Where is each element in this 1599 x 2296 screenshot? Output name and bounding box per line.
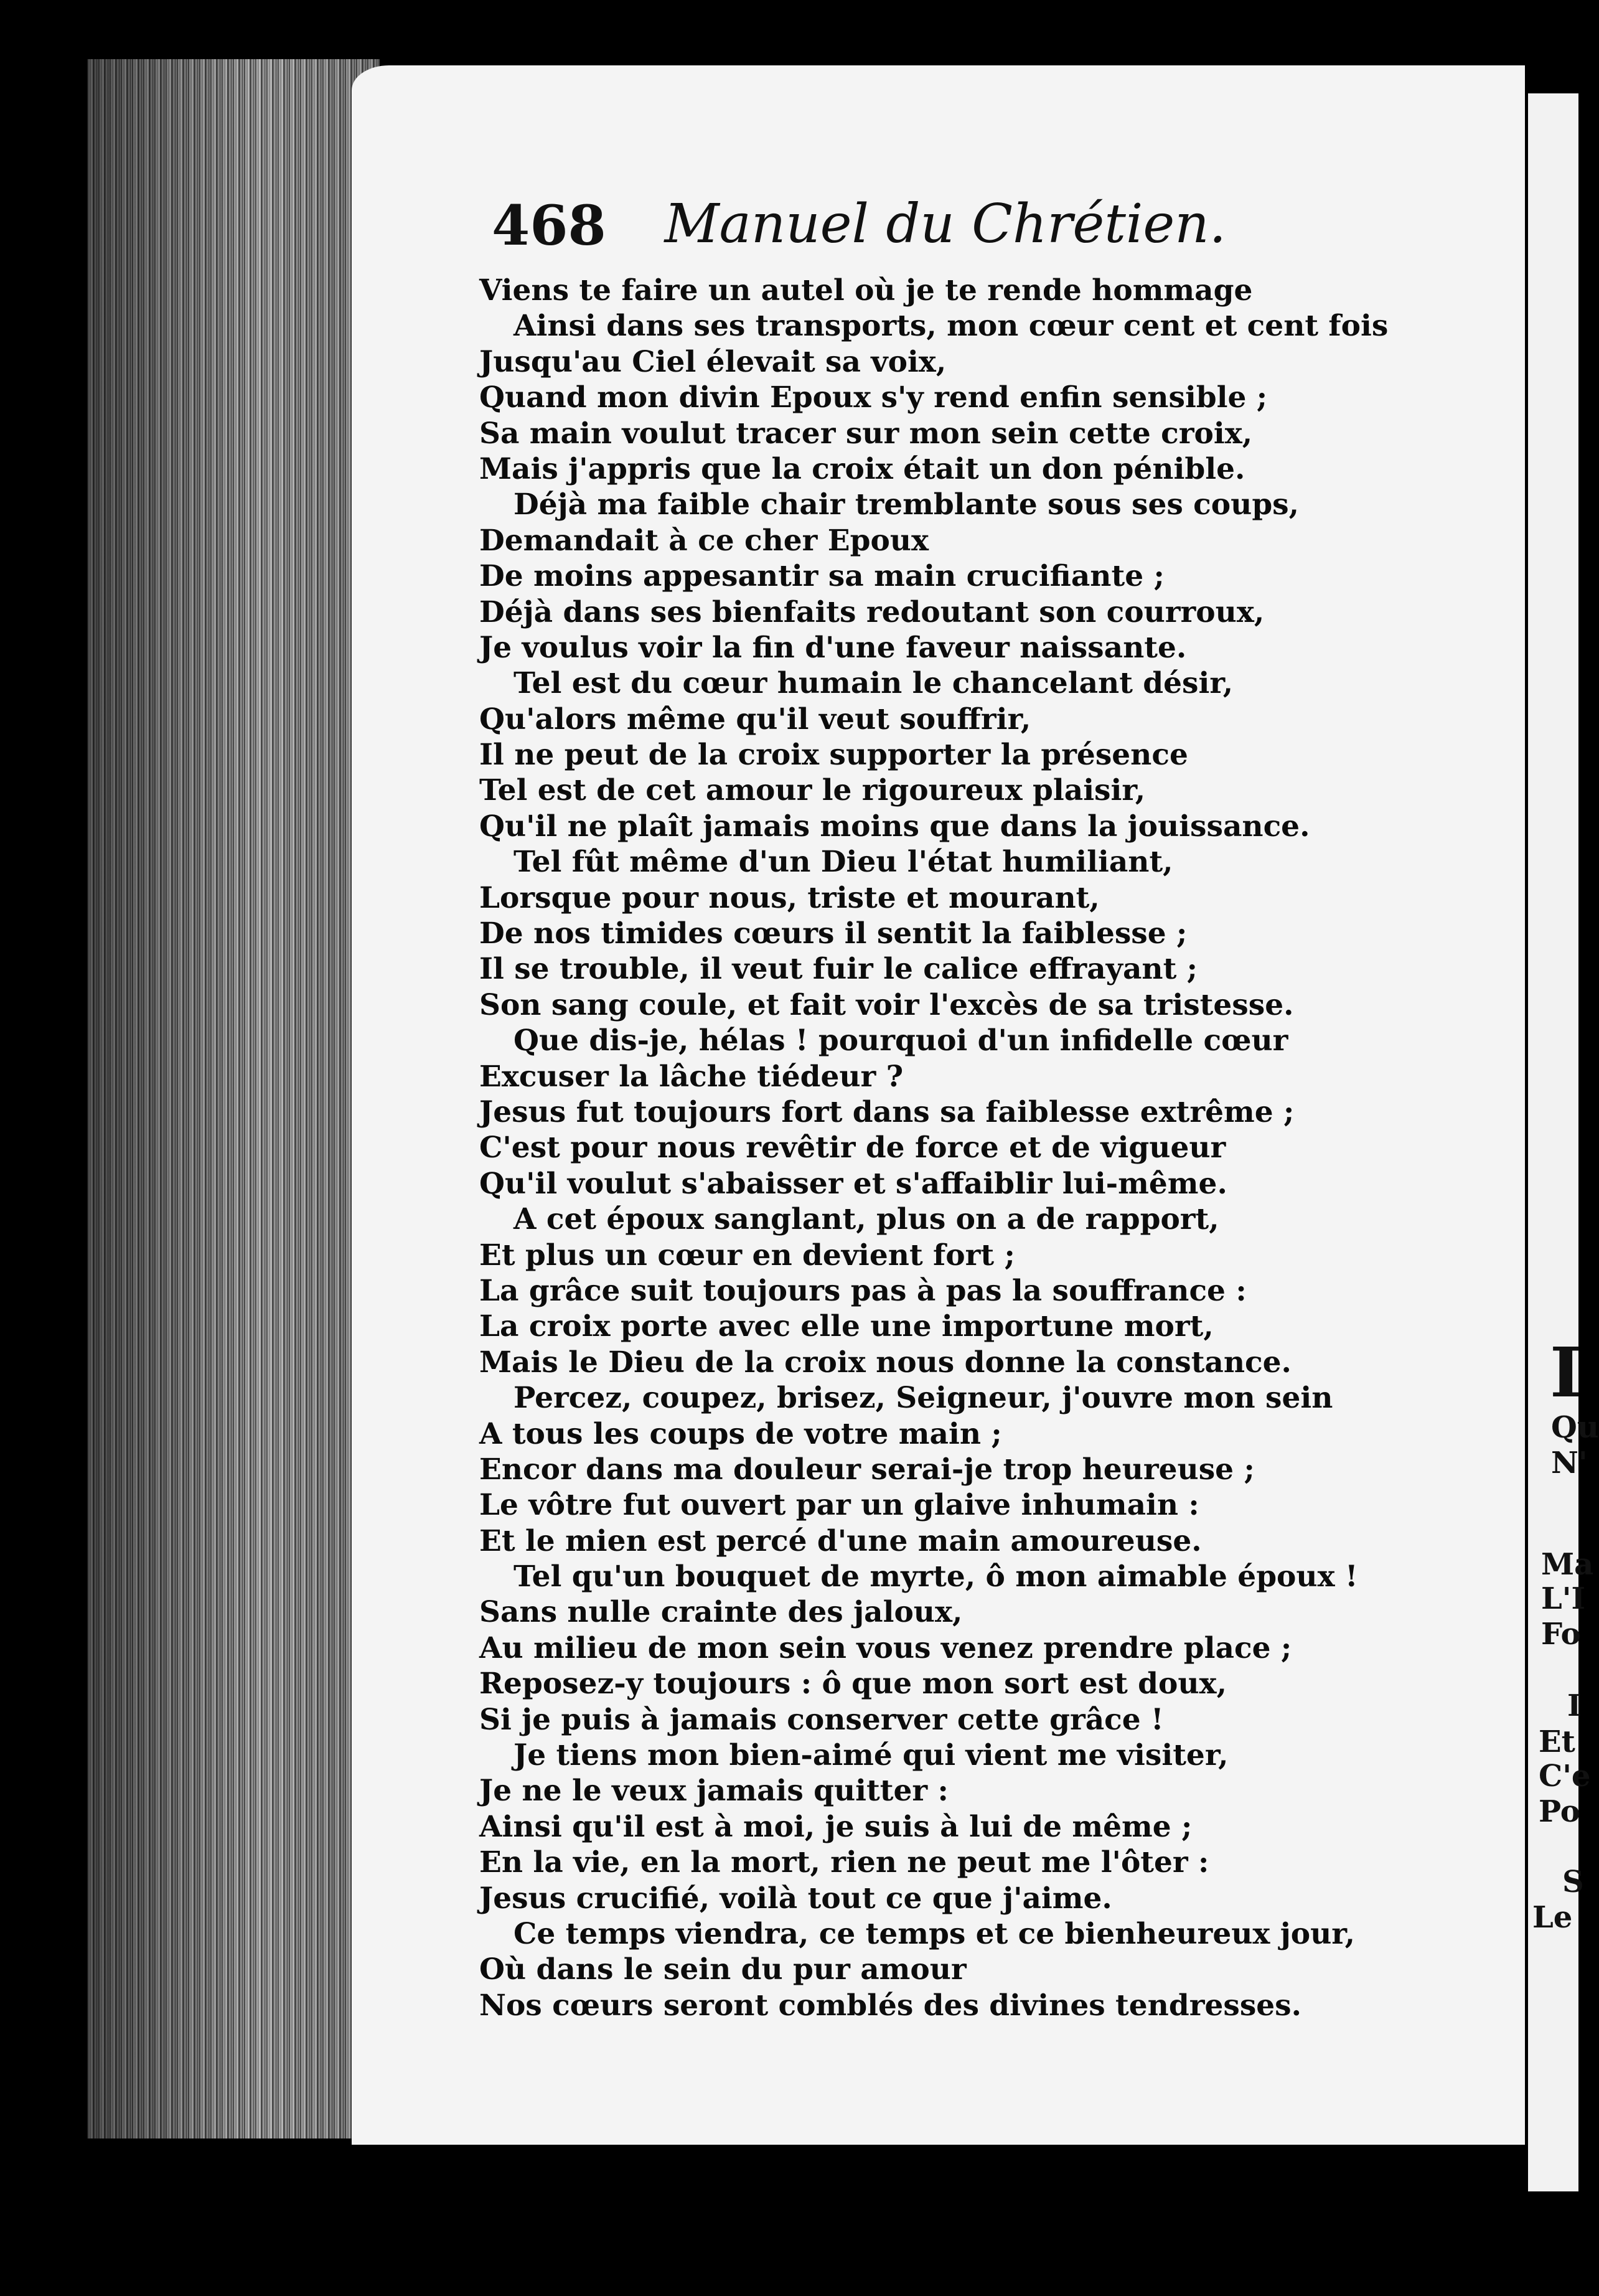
- facing-page-fragment: I: [1567, 1688, 1582, 1723]
- poem-line: Tel fût même d'un Dieu l'état humiliant,: [513, 845, 1173, 880]
- page-number: 468: [492, 193, 606, 258]
- poem-line: Tel est du cœur humain le chancelant désir,: [513, 666, 1234, 701]
- poem-line: Je voulus voir la fin d'une faveur naissante.: [479, 630, 1187, 665]
- poem-line: Déjà ma faible chair tremblante sous ses coups,: [513, 487, 1300, 522]
- poem-text: [479, 273, 1389, 2023]
- poem-line: Le vôtre fut ouvert par un glaive inhumain :: [479, 1488, 1199, 1523]
- poem-line: Qu'il voulut s'abaisser et s'affaiblir lui-même.: [479, 1166, 1227, 1201]
- poem-line: Demandait à ce cher Epoux: [479, 523, 929, 558]
- poem-line: En la vie, en la mort, rien ne peut me l'ôter :: [479, 1845, 1209, 1880]
- poem-line: Mais j'appris que la croix était un don pénible.: [479, 451, 1245, 486]
- facing-page-fragment: C'e: [1539, 1759, 1591, 1794]
- facing-page-fragment: Fo: [1541, 1617, 1581, 1652]
- facing-page-fragment: L'I: [1541, 1581, 1585, 1616]
- poem-line: A cet époux sanglant, plus on a de rapport,: [513, 1202, 1219, 1237]
- facing-page-fragment: Ma: [1541, 1547, 1594, 1582]
- poem-line: La croix porte avec elle une importune mort,: [479, 1309, 1214, 1344]
- poem-line: Reposez-y toujours : ô que mon sort est doux,: [479, 1667, 1227, 1701]
- poem-line: Tel qu'un bouquet de myrte, ô mon aimable époux !: [513, 1560, 1358, 1594]
- poem-line: Que dis-je, hélas ! pourquoi d'un infidelle cœur: [513, 1023, 1288, 1058]
- poem-line: De moins appesantir sa main crucifiante ;: [479, 559, 1165, 594]
- facing-page-fragment: S: [1562, 1865, 1584, 1899]
- poem-line: Et plus un cœur en devient fort ;: [479, 1238, 1015, 1273]
- poem-line: Je ne le veux jamais quitter :: [479, 1774, 949, 1809]
- poem-line: Quand mon divin Epoux s'y rend enfin sensible ;: [479, 380, 1268, 415]
- facing-page-fragment: Et: [1539, 1724, 1575, 1759]
- poem-line: Jusqu'au Ciel élevait sa voix,: [479, 344, 947, 379]
- poem-line: Son sang coule, et fait voir l'excès de sa tristesse.: [479, 987, 1294, 1022]
- poem-line: Ainsi dans ses transports, mon cœur cent et cent fois: [513, 309, 1389, 344]
- poem-line: Sa main voulut tracer sur mon sein cette croix,: [479, 416, 1253, 451]
- poem-line: Lorsque pour nous, triste et mourant,: [479, 880, 1100, 915]
- poem-line: A tous les coups de votre main ;: [479, 1416, 1002, 1451]
- poem-line: Excuser la lâche tiédeur ?: [479, 1059, 904, 1094]
- poem-line: Ainsi qu'il est à moi, je suis à lui de même ;: [479, 1809, 1193, 1844]
- poem-line: Il se trouble, il veut fuir le calice effrayant ;: [479, 952, 1198, 987]
- poem-line: Déjà dans ses bienfaits redoutant son courroux,: [479, 595, 1265, 629]
- poem-line: La grâce suit toujours pas à pas la souffrance :: [479, 1273, 1247, 1308]
- poem-line: Jesus crucifié, voilà tout ce que j'aime.: [479, 1881, 1112, 1916]
- poem-line: Qu'alors même qu'il veut souffrir,: [479, 702, 1031, 736]
- facing-page-fragment: Qu: [1551, 1410, 1599, 1445]
- poem-line: Mais le Dieu de la croix nous donne la constance.: [479, 1345, 1292, 1380]
- poem-line: Au milieu de mon sein vous venez prendre place ;: [479, 1630, 1292, 1665]
- poem-line: Percez, coupez, brisez, Seigneur, j'ouvre mon sein: [513, 1381, 1333, 1416]
- poem-line: Qu'il ne plaît jamais moins que dans la jouissance.: [479, 809, 1310, 844]
- poem-line: Nos cœurs seront comblés des divines tendresses.: [479, 1988, 1302, 2023]
- poem-line: Et le mien est percé d'une main amoureuse.: [479, 1523, 1202, 1558]
- poem-line: Où dans le sein du pur amour: [479, 1952, 967, 1987]
- poem-line: Tel est de cet amour le rigoureux plaisir,: [479, 773, 1146, 808]
- facing-page-fragment: I: [1550, 1332, 1582, 1413]
- poem-line: Jesus fut toujours fort dans sa faiblesse extrême ;: [479, 1094, 1295, 1129]
- page-edge-shadow: [87, 59, 380, 2138]
- facing-page-fragment: N': [1551, 1446, 1588, 1480]
- poem-line: Je tiens mon bien-aimé qui vient me visiter,: [513, 1738, 1229, 1773]
- facing-page-fragment: Le: [1532, 1900, 1573, 1935]
- poem-line: Si je puis à jamais conserver cette grâce !: [479, 1702, 1164, 1737]
- poem-line: De nos timides cœurs il sentit la faiblesse ;: [479, 916, 1188, 951]
- page-header: [492, 193, 1226, 274]
- poem-line: Encor dans ma douleur serai-je trop heureuse ;: [479, 1452, 1255, 1487]
- running-title: Manuel du Chrétien.: [664, 193, 1226, 255]
- poem-line: Ce temps viendra, ce temps et ce bienheureux jour,: [513, 1916, 1356, 1951]
- poem-line: Viens te faire un autel où je te rende hommage: [479, 273, 1253, 308]
- facing-page-fragment: Po: [1539, 1794, 1580, 1829]
- poem-line: Sans nulle crainte des jaloux,: [479, 1595, 963, 1630]
- poem-line: Il ne peut de la croix supporter la présence: [479, 738, 1188, 773]
- poem-line: C'est pour nous revêtir de force et de vigueur: [479, 1131, 1226, 1165]
